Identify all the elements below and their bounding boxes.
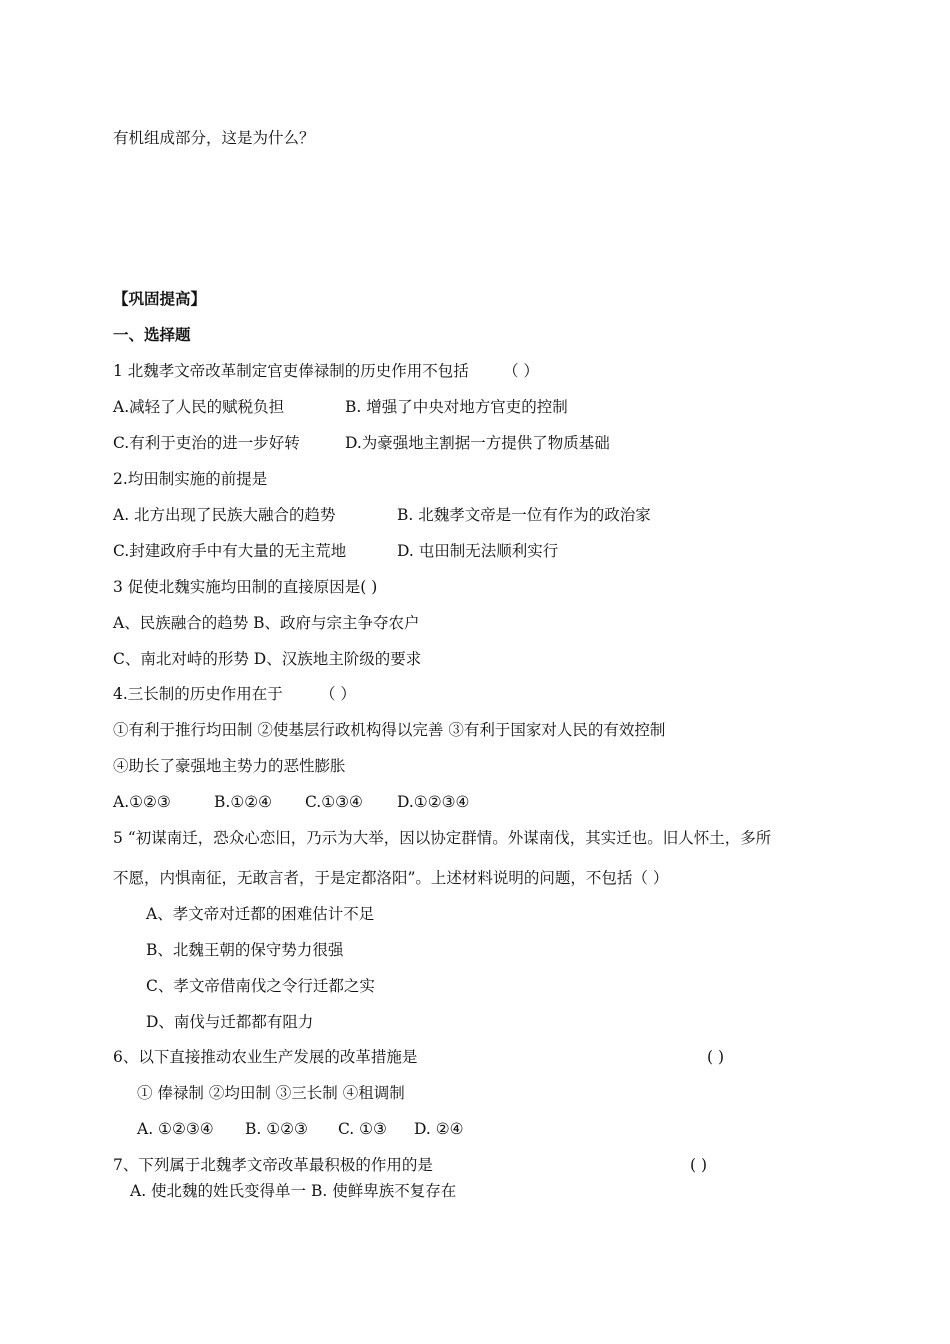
question-6-statements: ① 俸禄制 ②均田制 ③三长制 ④租调制	[137, 1084, 405, 1102]
question-2-option-a: A. 北方出现了民族大融合的趋势	[113, 506, 336, 524]
question-4-option-a: A.①②③	[113, 793, 171, 811]
question-2-stem: 2.均田制实施的前提是	[113, 470, 268, 488]
question-6-stem: 6、以下直接推动农业生产发展的改革措施是	[113, 1048, 418, 1066]
question-1-option-a: A.减轻了人民的赋税负担	[113, 398, 285, 416]
question-4-statements-1: ①有利于推行均田制 ②使基层行政机构得以完善 ③有利于国家对人民的有效控制	[113, 721, 666, 739]
question-4-stem: 4.三长制的历史作用在于	[113, 685, 283, 703]
section-title: 【巩固提高】	[113, 290, 207, 308]
question-1-paren: （ ）	[503, 362, 539, 380]
subsection-title: 一、选择题	[113, 326, 191, 344]
question-6-option-a: A. ①②③④	[137, 1120, 214, 1138]
question-1-stem: 1 北魏孝文帝改革制定官吏俸禄制的历史作用不包括	[113, 362, 469, 380]
question-5-stem-line-1: 5 “初谋南迁，恐众心恋旧，乃示为大举，因以协定群情。外谋南伐，其实迁也。旧人怀土，多所	[113, 829, 772, 847]
question-6-option-b: B. ①②③	[245, 1120, 308, 1138]
question-1-option-c: C.有利于吏治的进一步好转	[113, 434, 300, 452]
question-7-stem: 7、下列属于北魏孝文帝改革最积极的作用的是	[113, 1156, 433, 1174]
question-6-paren: ( )	[707, 1048, 725, 1066]
question-4-option-b: B.①②④	[214, 793, 273, 811]
question-2-option-c: C.封建政府手中有大量的无主荒地	[113, 542, 347, 560]
question-2-option-d: D. 屯田制无法顺利实行	[397, 542, 559, 560]
question-1-option-d: D.为豪强地主割据一方提供了物质基础	[345, 434, 610, 452]
question-5-option-d: D、南伐与迁都都有阻力	[146, 1013, 314, 1031]
question-6-option-d: D. ②④	[414, 1120, 464, 1138]
question-4-statements-2: ④助长了豪强地主势力的恶性膨胀	[113, 757, 346, 775]
question-4-option-c: C.①③④	[305, 793, 363, 811]
question-7-paren: ( )	[690, 1156, 708, 1174]
question-6-option-c: C. ①③	[338, 1120, 387, 1138]
question-5-option-b: B、北魏王朝的保守势力很强	[146, 941, 344, 959]
question-3-stem: 3 促使北魏实施均田制的直接原因是( )	[113, 578, 378, 596]
question-5-option-a: A、孝文帝对迁都的困难估计不足	[146, 905, 375, 923]
question-4-paren: （ ）	[320, 685, 356, 703]
question-3-option-cd: C、南北对峙的形势 D、汉族地主阶级的要求	[113, 650, 422, 668]
question-5-option-c: C、孝文帝借南伐之令行迁都之实	[146, 977, 375, 995]
question-2-option-b: B. 北魏孝文帝是一位有作为的政治家	[397, 506, 651, 524]
question-5-stem-line-2: 不愿，内惧南征，无敢言者，于是定都洛阳”。上述材料说明的问题，不包括（ ）	[113, 869, 669, 887]
question-1-option-b: B. 增强了中央对地方官吏的控制	[345, 398, 568, 416]
question-4-option-d: D.①②③④	[397, 793, 470, 811]
question-3-option-ab: A、民族融合的趋势 B、政府与宗主争夺农户	[113, 614, 420, 632]
intro-tail: 有机组成部分，这是为什么？	[113, 129, 315, 147]
question-7-option-ab: A. 使北魏的姓氏变得单一 B. 使鲜卑族不复存在	[130, 1182, 457, 1200]
